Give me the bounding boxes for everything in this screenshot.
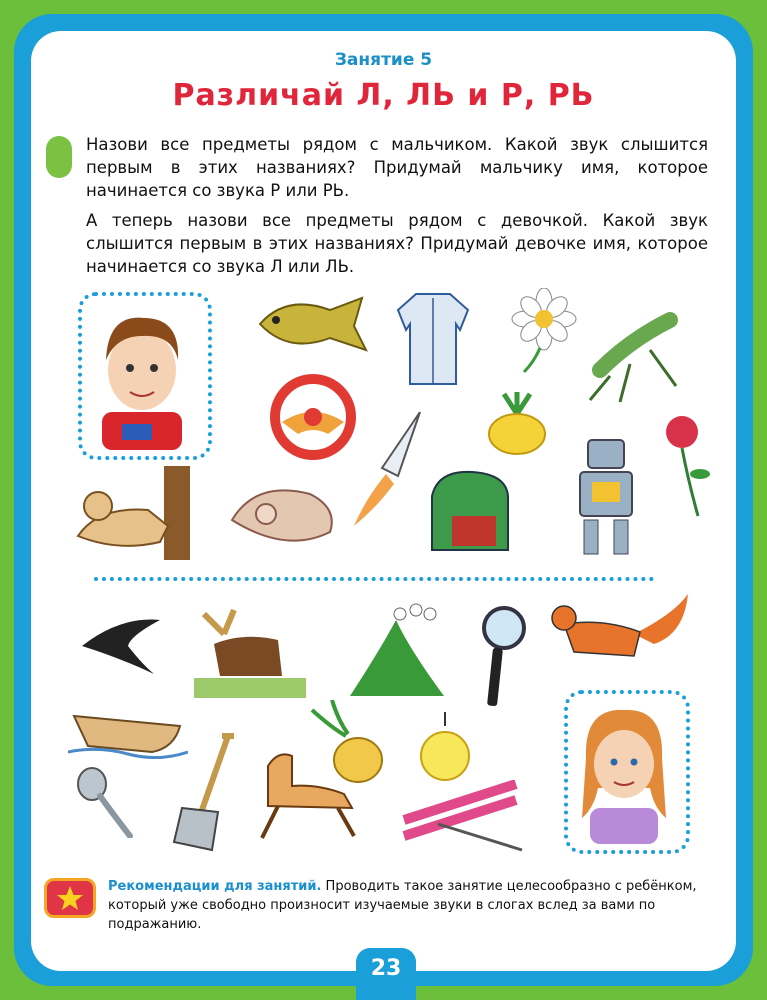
magnifier-illustration — [476, 604, 530, 708]
shell-illustration — [226, 480, 338, 550]
steering-wheel-illustration — [268, 372, 358, 462]
chamomile-illustration — [500, 288, 584, 376]
rocket-illustration — [346, 408, 426, 532]
paragraph-marker — [46, 136, 72, 178]
turnip-illustration — [484, 392, 550, 462]
shirt-illustration — [396, 290, 470, 386]
boy-illustration — [92, 300, 192, 450]
fish-illustration — [246, 290, 376, 356]
swallow-illustration — [80, 616, 162, 676]
skis-illustration — [398, 780, 524, 860]
horse-illustration — [248, 746, 360, 842]
section-divider — [94, 577, 654, 581]
recommendation-text — [108, 877, 698, 934]
page-title: Различай Л, ЛЬ и Р, РЬ — [172, 78, 595, 113]
lily-of-the-valley-illustration — [340, 600, 454, 700]
recommendation-body: Проводить такое занятие целесообразно с ребёнком, который уже свободно произносит изучаемые звуки в слогах вслед за вами по подражанию. — [108, 879, 697, 932]
recommendation-icon — [44, 878, 96, 918]
shovel-illustration — [162, 730, 248, 854]
instruction-paragraph-1: Назови все предметы рядом с мальчиком. Какой звук слышится первым в этих названиях? Придумай мальчику имя, которое начинается со звука Р или РЬ. — [86, 135, 708, 200]
grasshopper-illustration — [580, 290, 690, 408]
spoon-illustration — [74, 766, 136, 838]
moose-illustration — [194, 604, 306, 698]
lynx-illustration — [68, 466, 190, 560]
instruction-paragraph-2: А теперь назови все предметы рядом с девочкой. Какой звук слышится первым в этих названиях? Придумай девочке имя, которое начинается со звука Л или ЛЬ. — [86, 211, 708, 276]
backpack-illustration — [418, 466, 524, 556]
lightbulb-illustration — [418, 712, 472, 784]
lesson-label: Занятие 5 — [334, 50, 433, 70]
fox-illustration — [544, 594, 690, 676]
recommendation-heading: Рекомендации для занятий. — [108, 879, 322, 894]
girl-illustration — [574, 698, 674, 844]
star-icon — [47, 881, 93, 915]
page-number: 23 — [356, 948, 416, 1000]
rose-illustration — [658, 410, 722, 520]
robot-illustration — [568, 432, 644, 556]
